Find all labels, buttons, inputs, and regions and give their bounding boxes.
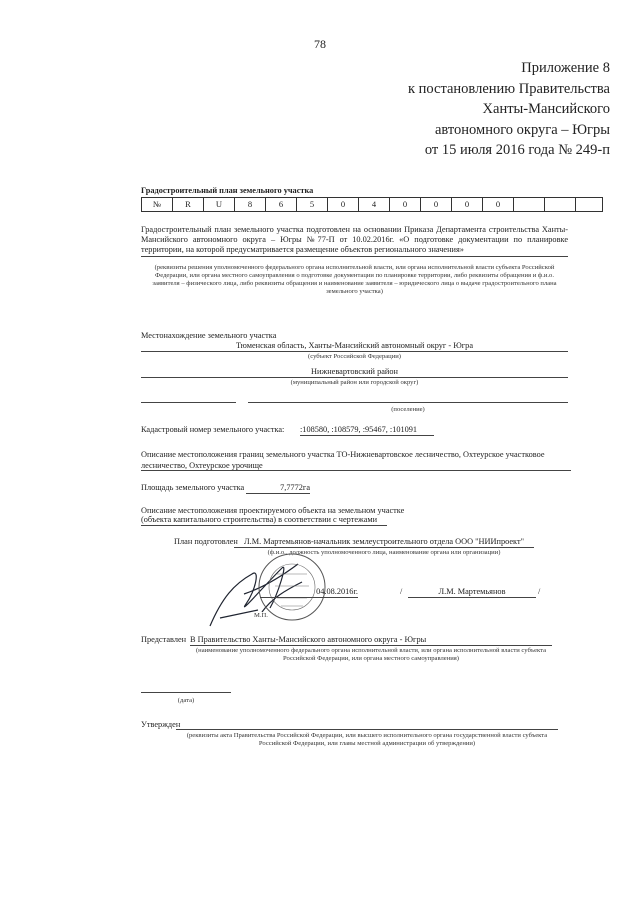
date-caption: (дата) — [177, 697, 195, 704]
code-cell — [576, 198, 602, 211]
object-label-1: Описание местоположения проектируемого объекта на земельном участке — [141, 506, 405, 515]
object-label-2: (объекта капитального строительства) в соответствии с чертежами — [141, 515, 387, 526]
area-value: 7,7772га — [246, 483, 310, 494]
region-caption: (субъект Российской Федерации) — [308, 353, 401, 360]
code-cell: 4 — [359, 198, 390, 211]
area-label: Площадь земельного участка — [141, 483, 245, 492]
code-cell — [514, 198, 545, 211]
code-cell: R — [173, 198, 204, 211]
slash-left: / — [400, 587, 403, 596]
date-underline — [141, 692, 231, 693]
mp-label: М.П. — [254, 612, 268, 619]
code-cell: 0 — [328, 198, 359, 211]
settlement-caption: (поселение) — [391, 406, 425, 413]
plan-code-box — [141, 197, 603, 212]
annex-header — [408, 58, 610, 161]
approved-underline — [176, 729, 558, 730]
plan-title: Градостроительный план земельного участка — [141, 186, 314, 195]
code-cell: 0 — [483, 198, 514, 211]
boundary-description — [141, 450, 571, 471]
approved-caption: (реквизиты акта Правительства Российской Федерации, или высшего исполнительного органа государственной власти субъекта Российской Федерации, или главы местной администрации об утверждении) — [186, 732, 548, 747]
code-cell: 0 — [421, 198, 452, 211]
district-caption: (муниципальный район или городской округ) — [290, 379, 419, 386]
submitted-value: В Правительство Ханты-Мансийского автономного округа - Югры — [190, 635, 552, 646]
code-cell — [545, 198, 576, 211]
cadastral-label: Кадастровый номер земельного участка: — [141, 425, 285, 434]
boundary-label: Описание местоположения границ земельного участка — [141, 450, 335, 459]
code-cell: 5 — [297, 198, 328, 211]
basis-text: Градостроительный план земельного участка подготовлен на основании Приказа Департамента строительства Ханты-Мансийского автономного округа – Югры №77-П от 10.02.2016г. «О подготовке документации по планировке территории, на которой предусматривается размещение объектов регионального значения» — [141, 225, 568, 254]
annex-line: Приложение 8 — [521, 60, 610, 76]
basis-underline — [141, 256, 568, 257]
cadastral-value: :108580, :108579, :95467, :101091 — [300, 425, 434, 436]
region-value: Тюменская область, Ханты-Мансийский автономный округ - Югра — [141, 341, 568, 352]
prepared-label: План подготовлен — [174, 537, 238, 546]
code-cell: № — [142, 198, 173, 211]
settlement-underline — [248, 402, 568, 403]
page-number: 78 — [314, 37, 326, 51]
signer-name: Л.М. Мартемьянов — [408, 587, 536, 598]
code-cell: 6 — [266, 198, 297, 211]
prepared-caption: (ф.и.о., должность уполномоченного лица, наименование органа или организации) — [267, 549, 501, 556]
annex-line: к постановлению Правительства — [408, 80, 610, 97]
slash-right: / — [538, 587, 541, 596]
code-cell: 0 — [452, 198, 483, 211]
location-label: Местонахождение земельного участка — [141, 331, 277, 340]
settlement-underline-short — [141, 402, 236, 403]
code-cell: U — [204, 198, 235, 211]
prepared-value: Л.М. Мартемьянов-начальник землеустроительного отдела ООО "НИИпроект" — [234, 537, 534, 548]
boundary-underline — [141, 470, 571, 471]
annex-line: от 15 июля 2016 года № 249-п — [424, 142, 610, 158]
approved-label: Утвержден — [141, 720, 181, 729]
district-value: Нижневартовский район — [141, 367, 568, 378]
basis-caption: (реквизиты решения уполномоченного федерального органа исполнительной власти, или органа исполнительной власти субъекта Российской Федерации, или органа местного самоуправления о подготовке документации по планировке территории, либо реквизиты обращения и ф.и.о. заявителя – физического лица, либо реквизиты обращения и наименование заявителя – юридического лица о выдаче градостроительного плана земельного участка) — [152, 264, 557, 295]
code-cell: 8 — [235, 198, 266, 211]
annex-line: Ханты-Мансийского — [482, 101, 610, 117]
submitted-label: Представлен — [141, 635, 187, 644]
date-value: 04.08.2016г. — [260, 587, 358, 598]
boundary-value: ТО-Нижневартовское лесничество, Охтеурское участковое лесничество, Охтеурское урочище — [141, 450, 545, 470]
annex-line: автономного округа – Югры — [434, 121, 610, 138]
submitted-caption: (наименование уполномоченного федерального органа исполнительной власти, или органа исполнительной власти субъекта Российской Федерации, или органа местного самоуправления) — [195, 647, 547, 662]
code-cell: 0 — [390, 198, 421, 211]
